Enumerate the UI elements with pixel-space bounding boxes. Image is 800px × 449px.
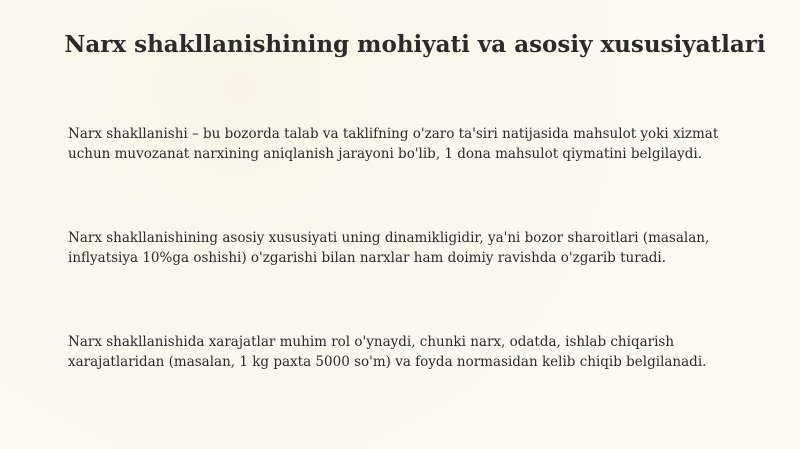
paragraph-dynamics: Narx shakllanishining asosiy xususiyati uning dinamikligidir, ya'ni bozor sharoitlari (masalan, inflyatsiya 10%ga oshishi) o'zgarishi bilan narxlar ham doimiy ravishda o'zgarib turadi. (68, 230, 710, 266)
paragraph-definition: Narx shakllanishi – bu bozorda talab va taklifning o'zaro ta'siri natijasida mahsulot yoki xizmat uchun muvozanat narxining aniqlanish jarayoni bo'lib, 1 dona mahsulot qiymatini belgilaydi. (68, 126, 719, 162)
paragraph-costs: Narx shakllanishida xarajatlar muhim rol o'ynaydi, chunki narx, odatda, ishlab chiqarish xarajatlaridan (masalan, 1 kg paxta 5000 so'm) va foyda normasidan kelib chiqib belgilanadi. (68, 334, 707, 370)
slide-title: Narx shakllanishining mohiyati va asosiy xususiyatlari (64, 31, 766, 58)
